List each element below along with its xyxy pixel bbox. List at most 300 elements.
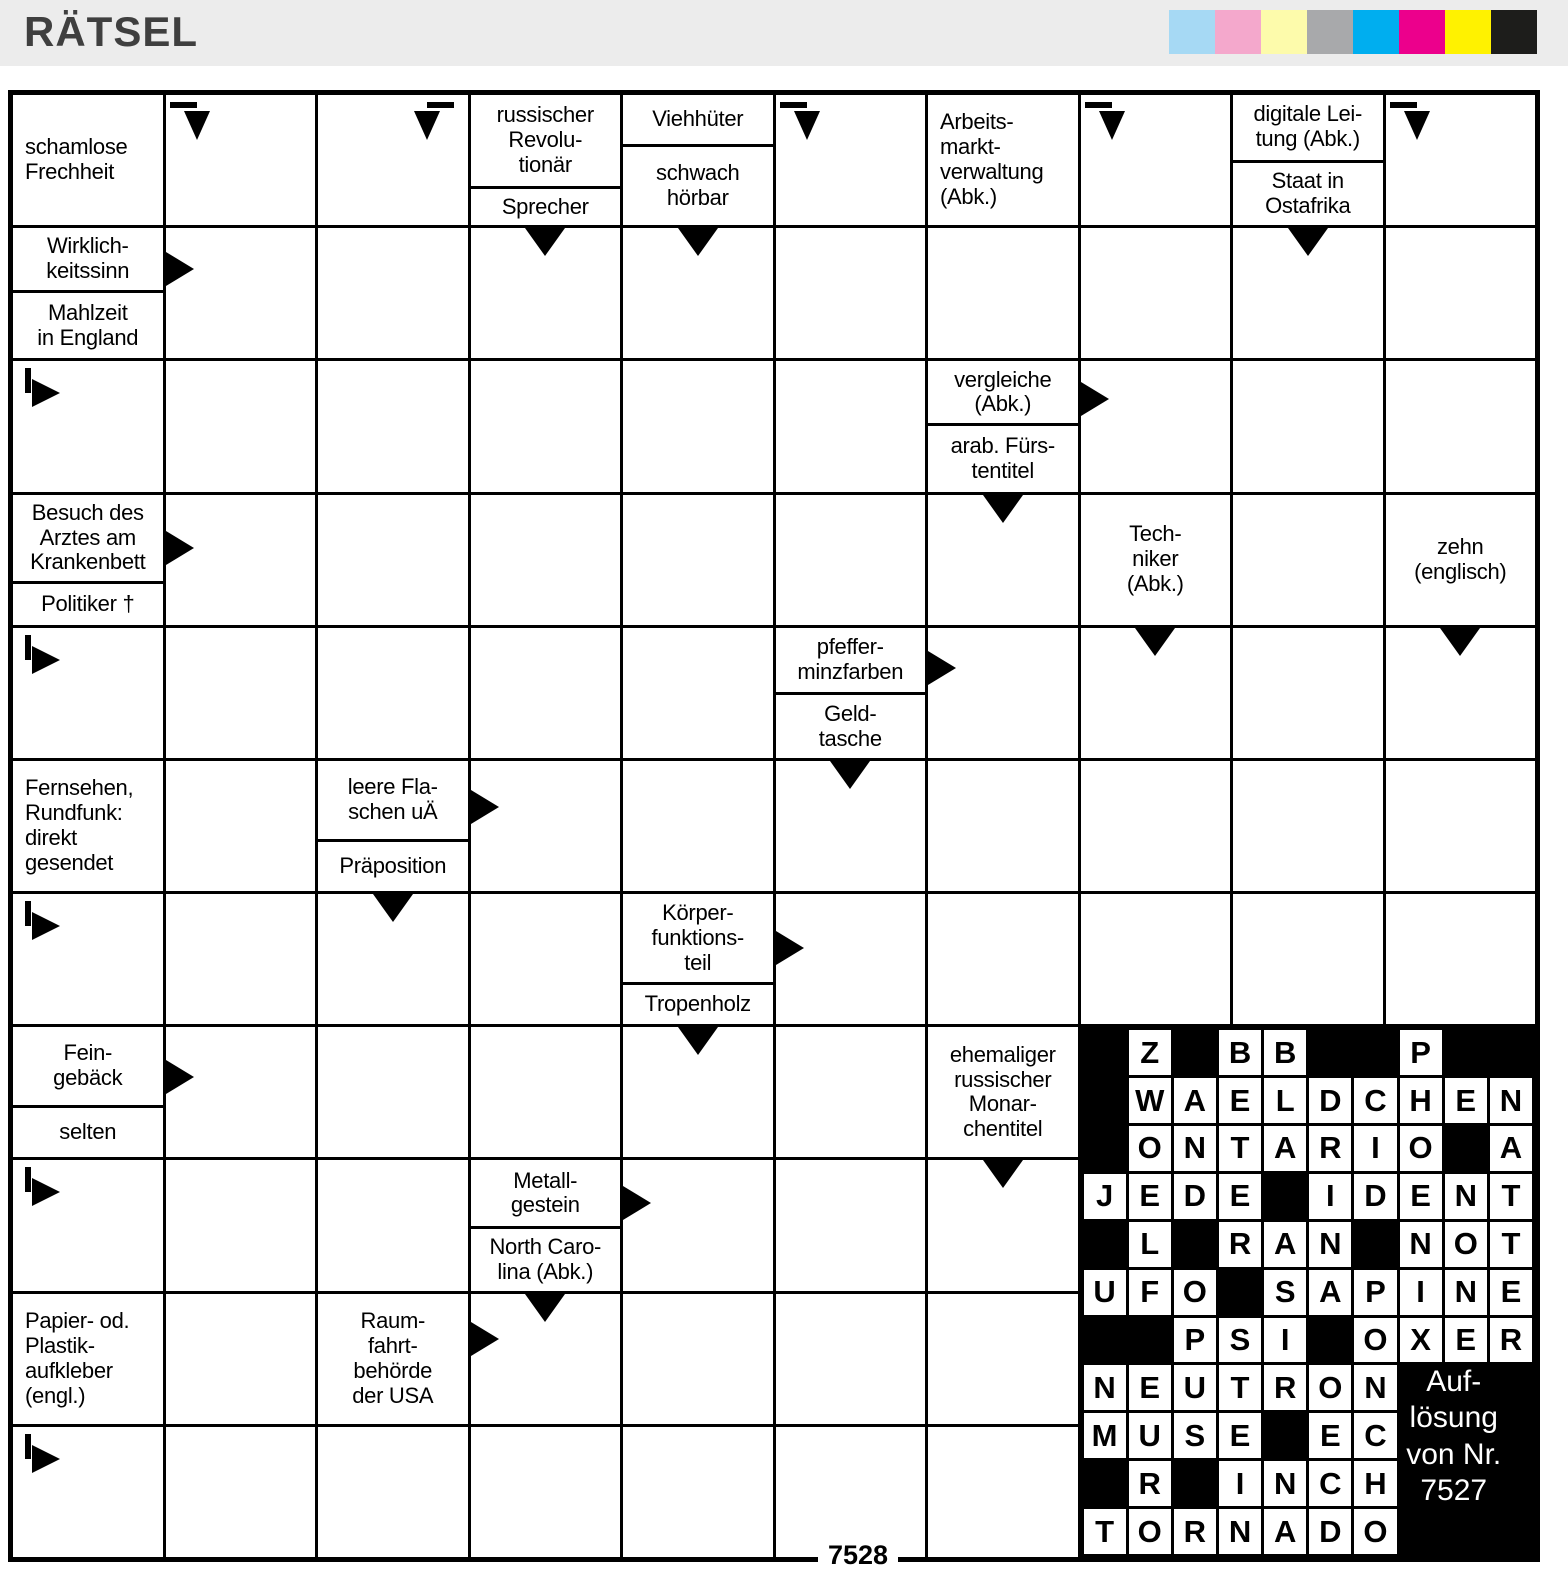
solution-letter-cell: O bbox=[1445, 1222, 1487, 1267]
answer-cell[interactable] bbox=[1386, 761, 1536, 891]
answer-cell[interactable] bbox=[1386, 628, 1536, 758]
clue-text-line: Arztes am bbox=[39, 524, 136, 550]
answer-cell[interactable] bbox=[166, 1027, 316, 1157]
solution-letter-cell: P bbox=[1174, 1318, 1216, 1363]
solution-blank-cell bbox=[1084, 1030, 1126, 1075]
answer-cell[interactable] bbox=[471, 1294, 621, 1424]
clue-top-half bbox=[1233, 95, 1383, 163]
solution-label-line: Auf- bbox=[1426, 1364, 1482, 1398]
solution-letter-cell: E bbox=[1129, 1174, 1171, 1219]
color-swatch bbox=[1215, 10, 1261, 54]
clue-cell bbox=[13, 495, 163, 625]
clue-bottom-half bbox=[928, 426, 1078, 491]
answer-cell[interactable] bbox=[1081, 761, 1231, 891]
answer-cell[interactable] bbox=[928, 228, 1078, 358]
clue-bottom-half bbox=[471, 189, 621, 225]
solution-block bbox=[1081, 1027, 1536, 1557]
solution-blank-cell bbox=[1445, 1126, 1487, 1171]
answer-cell[interactable] bbox=[623, 1294, 773, 1424]
clue-text-line: russischer bbox=[496, 102, 594, 128]
bent-right-arrow-icon bbox=[20, 635, 70, 685]
solution-letter-cell: O bbox=[1354, 1509, 1396, 1554]
solution-letter-cell: E bbox=[1129, 1365, 1171, 1410]
clue-cell bbox=[1386, 495, 1536, 625]
solution-letter-cell: R bbox=[1219, 1222, 1261, 1267]
solution-letter-cell: N bbox=[1174, 1126, 1216, 1171]
down-arrow-icon bbox=[983, 495, 1023, 523]
solution-letter-cell: R bbox=[1309, 1126, 1351, 1171]
clue-text bbox=[1081, 495, 1231, 625]
bent-down-left-arrow-icon bbox=[1390, 98, 1440, 148]
solution-blank-cell bbox=[1490, 1030, 1532, 1075]
answer-cell[interactable] bbox=[471, 761, 621, 891]
solution-letter-cell: A bbox=[1264, 1126, 1306, 1171]
solution-blank-cell bbox=[1174, 1030, 1216, 1075]
answer-cell[interactable] bbox=[13, 1160, 163, 1290]
bent-right-arrow-icon bbox=[20, 1167, 70, 1217]
solution-letter-cell: Z bbox=[1129, 1030, 1171, 1075]
answer-cell[interactable] bbox=[1233, 228, 1383, 358]
clue-text-line: niker bbox=[1132, 546, 1179, 572]
clue-bottom-half bbox=[471, 1229, 621, 1290]
solution-letter-cell: T bbox=[1219, 1365, 1261, 1410]
solution-letter-cell: I bbox=[1309, 1174, 1351, 1219]
solution-letter-cell: O bbox=[1174, 1270, 1216, 1315]
solution-letter-cell: H bbox=[1400, 1078, 1442, 1123]
color-swatch bbox=[1169, 10, 1215, 54]
answer-cell[interactable] bbox=[166, 95, 316, 225]
answer-cell[interactable] bbox=[623, 228, 773, 358]
answer-cell[interactable] bbox=[318, 1160, 468, 1290]
solution-letter-cell: C bbox=[1309, 1461, 1351, 1506]
clue-text-line: schwach bbox=[656, 160, 740, 186]
answer-cell[interactable] bbox=[1386, 361, 1536, 491]
down-arrow-icon bbox=[830, 761, 870, 789]
answer-cell[interactable] bbox=[928, 894, 1078, 1024]
solution-letter-cell: E bbox=[1309, 1413, 1351, 1458]
solution-letter-cell: P bbox=[1400, 1030, 1442, 1075]
answer-cell[interactable] bbox=[166, 361, 316, 491]
clue-cell bbox=[13, 761, 163, 891]
crossword-grid bbox=[13, 95, 1535, 1557]
down-arrow-icon bbox=[373, 894, 413, 922]
answer-cell[interactable] bbox=[1386, 894, 1536, 1024]
right-arrow-icon bbox=[166, 252, 194, 286]
answer-cell[interactable] bbox=[318, 894, 468, 1024]
answer-cell[interactable] bbox=[166, 628, 316, 758]
clue-bottom-half bbox=[623, 147, 773, 225]
down-arrow-icon bbox=[1440, 628, 1480, 656]
solution-letter-cell: E bbox=[1219, 1078, 1261, 1123]
clue-text-line: Rundfunk: bbox=[25, 800, 123, 826]
answer-cell[interactable] bbox=[471, 1027, 621, 1157]
clue-text-line: gestein bbox=[510, 1192, 580, 1218]
clue-top-half bbox=[776, 628, 926, 696]
answer-cell[interactable] bbox=[776, 95, 926, 225]
solution-letter-cell: D bbox=[1309, 1078, 1351, 1123]
right-arrow-icon bbox=[471, 790, 499, 824]
clue-text-line: Mahlzeit bbox=[47, 299, 128, 325]
clue-text-line: Tropenholz bbox=[644, 991, 751, 1017]
solution-blank-cell bbox=[1445, 1509, 1487, 1554]
clue-text-line: verwaltung bbox=[940, 159, 1044, 185]
answer-cell[interactable] bbox=[13, 361, 163, 491]
clue-text bbox=[1386, 495, 1536, 625]
answer-cell[interactable] bbox=[471, 228, 621, 358]
solution-blank-cell bbox=[1445, 1030, 1487, 1075]
answer-cell[interactable] bbox=[928, 761, 1078, 891]
solution-letter-cell: D bbox=[1354, 1174, 1396, 1219]
solution-letter-cell: T bbox=[1219, 1126, 1261, 1171]
solution-letter-cell: X bbox=[1400, 1318, 1442, 1363]
clue-cell bbox=[13, 1294, 163, 1424]
answer-cell[interactable] bbox=[1233, 894, 1383, 1024]
clue-text-line: gesendet bbox=[25, 849, 114, 875]
clue-cell bbox=[318, 1294, 468, 1424]
clue-cell bbox=[471, 1160, 621, 1290]
solution-letter-cell: E bbox=[1219, 1174, 1261, 1219]
solution-blank-cell bbox=[1354, 1030, 1396, 1075]
solution-letter-cell: N bbox=[1084, 1365, 1126, 1410]
down-arrow-icon bbox=[1135, 628, 1175, 656]
answer-cell[interactable] bbox=[776, 761, 926, 891]
solution-label bbox=[1376, 1364, 1531, 1510]
answer-cell[interactable] bbox=[318, 1427, 468, 1557]
solution-letter-cell: N bbox=[1400, 1222, 1442, 1267]
solution-letter-cell: N bbox=[1490, 1078, 1532, 1123]
clue-cell bbox=[471, 95, 621, 225]
answer-cell[interactable] bbox=[776, 1027, 926, 1157]
clue-text-line: Fernsehen, bbox=[25, 775, 134, 801]
clue-text-line: Raum- bbox=[360, 1308, 425, 1333]
answer-cell[interactable] bbox=[928, 1294, 1078, 1424]
answer-cell[interactable] bbox=[776, 495, 926, 625]
clue-text-line: zehn bbox=[1436, 533, 1484, 559]
solution-blank-cell bbox=[1174, 1461, 1216, 1506]
answer-cell[interactable] bbox=[776, 228, 926, 358]
right-arrow-icon bbox=[166, 1060, 194, 1094]
clue-text-line: markt- bbox=[940, 134, 1001, 160]
answer-cell[interactable] bbox=[776, 894, 926, 1024]
clue-text-line: Metall- bbox=[513, 1167, 578, 1193]
solution-blank-cell bbox=[1264, 1413, 1306, 1458]
solution-letter-cell: N bbox=[1264, 1461, 1306, 1506]
solution-blank-cell bbox=[1400, 1509, 1442, 1554]
answer-cell[interactable] bbox=[471, 495, 621, 625]
solution-letter-cell: E bbox=[1445, 1318, 1487, 1363]
solution-letter-cell: P bbox=[1354, 1270, 1396, 1315]
clue-text-line: (Abk.) bbox=[974, 391, 1032, 417]
solution-letter-cell: D bbox=[1309, 1509, 1351, 1554]
clue-text-line: tasche bbox=[818, 725, 882, 751]
answer-cell[interactable] bbox=[776, 361, 926, 491]
solution-letter-cell: E bbox=[1490, 1270, 1532, 1315]
right-arrow-icon bbox=[471, 1322, 499, 1356]
clue-text-line: Ostafrika bbox=[1265, 192, 1351, 218]
answer-cell[interactable] bbox=[1081, 361, 1231, 491]
answer-cell[interactable] bbox=[166, 894, 316, 1024]
clue-cell bbox=[1081, 495, 1231, 625]
solution-blank-cell bbox=[1354, 1222, 1396, 1267]
answer-cell[interactable] bbox=[1081, 95, 1231, 225]
answer-cell[interactable] bbox=[623, 628, 773, 758]
clue-cell bbox=[928, 95, 1078, 225]
solution-letter-cell: A bbox=[1490, 1126, 1532, 1171]
answer-cell[interactable] bbox=[13, 894, 163, 1024]
clue-text-line: schen uÄ bbox=[348, 798, 438, 824]
solution-letter-cell: O bbox=[1129, 1126, 1171, 1171]
clue-cell bbox=[776, 628, 926, 758]
answer-cell[interactable] bbox=[166, 1427, 316, 1557]
solution-letter-cell: R bbox=[1174, 1509, 1216, 1554]
answer-cell[interactable] bbox=[471, 894, 621, 1024]
solution-letter-cell: C bbox=[1354, 1413, 1396, 1458]
answer-cell[interactable] bbox=[166, 1160, 316, 1290]
solution-letter-cell: N bbox=[1219, 1509, 1261, 1554]
clue-text-line: Tech- bbox=[1129, 521, 1182, 547]
clue-text-line: minzfarben bbox=[797, 659, 904, 685]
clue-text-line: Körper- bbox=[662, 899, 734, 925]
solution-letter-cell: I bbox=[1354, 1126, 1396, 1171]
clue-cell bbox=[13, 95, 163, 225]
solution-letter-cell: O bbox=[1129, 1509, 1171, 1554]
solution-letter-cell: T bbox=[1490, 1174, 1532, 1219]
answer-cell[interactable] bbox=[776, 1427, 926, 1557]
answer-cell[interactable] bbox=[1081, 228, 1231, 358]
bent-down-left-arrow-icon bbox=[170, 98, 220, 148]
clue-cell bbox=[13, 1027, 163, 1157]
answer-cell[interactable] bbox=[318, 95, 468, 225]
solution-letter-cell: U bbox=[1174, 1365, 1216, 1410]
solution-blank-cell bbox=[1084, 1318, 1126, 1363]
clue-cell bbox=[13, 228, 163, 358]
solution-letter-cell: A bbox=[1309, 1270, 1351, 1315]
clue-text-line: direkt bbox=[25, 824, 77, 850]
right-arrow-icon bbox=[776, 931, 804, 965]
solution-letter-cell: A bbox=[1174, 1078, 1216, 1123]
bent-right-arrow-icon bbox=[20, 901, 70, 951]
solution-blank-cell bbox=[1490, 1509, 1532, 1554]
color-swatch bbox=[1491, 10, 1537, 54]
answer-cell[interactable] bbox=[928, 628, 1078, 758]
solution-letter-cell: A bbox=[1264, 1222, 1306, 1267]
answer-cell[interactable] bbox=[623, 361, 773, 491]
bent-down-left-arrow-icon bbox=[1085, 98, 1135, 148]
solution-label-line: von Nr. bbox=[1406, 1437, 1502, 1471]
answer-cell[interactable] bbox=[1233, 761, 1383, 891]
clue-top-half bbox=[928, 361, 1078, 426]
answer-cell[interactable] bbox=[1081, 894, 1231, 1024]
clue-cell bbox=[318, 761, 468, 891]
solution-blank-cell bbox=[1084, 1078, 1126, 1123]
answer-cell[interactable] bbox=[623, 495, 773, 625]
clue-text-line: teil bbox=[684, 949, 712, 975]
solution-letter-cell: L bbox=[1129, 1222, 1171, 1267]
clue-text-line: Politiker † bbox=[41, 591, 135, 617]
solution-letter-cell: N bbox=[1445, 1174, 1487, 1219]
clue-text-line: (engl.) bbox=[25, 1382, 86, 1408]
solution-letter-cell: O bbox=[1309, 1365, 1351, 1410]
answer-cell[interactable] bbox=[1386, 228, 1536, 358]
clue-text-line: leere Fla- bbox=[347, 773, 438, 799]
solution-letter-cell: R bbox=[1129, 1461, 1171, 1506]
bent-right-arrow-icon bbox=[20, 368, 70, 418]
clue-text-line: Sprecher bbox=[501, 193, 589, 219]
down-arrow-icon bbox=[983, 1160, 1023, 1188]
answer-cell[interactable] bbox=[776, 1294, 926, 1424]
solution-letter-cell: S bbox=[1174, 1413, 1216, 1458]
solution-blank-cell bbox=[1084, 1126, 1126, 1171]
bent-right-arrow-icon bbox=[20, 1434, 70, 1484]
answer-cell[interactable] bbox=[318, 628, 468, 758]
clue-text-line: Papier- od. bbox=[25, 1308, 130, 1333]
answer-cell[interactable] bbox=[166, 1294, 316, 1424]
bent-down-right-arrow-icon bbox=[404, 98, 454, 148]
clue-text-line: digitale Lei- bbox=[1253, 101, 1363, 127]
right-arrow-icon bbox=[928, 651, 956, 685]
answer-cell[interactable] bbox=[318, 495, 468, 625]
solution-letter-cell: N bbox=[1354, 1365, 1396, 1410]
solution-label-line: lösung bbox=[1409, 1401, 1498, 1435]
answer-cell[interactable] bbox=[1233, 361, 1383, 491]
solution-letter-cell: R bbox=[1490, 1318, 1532, 1363]
answer-cell[interactable] bbox=[166, 495, 316, 625]
solution-blank-cell bbox=[1129, 1318, 1171, 1363]
answer-cell[interactable] bbox=[13, 1427, 163, 1557]
clue-cell bbox=[928, 361, 1078, 491]
clue-text-line: Krankenbett bbox=[30, 549, 146, 575]
answer-cell[interactable] bbox=[623, 1027, 773, 1157]
solution-letter-cell: H bbox=[1354, 1461, 1396, 1506]
color-swatch bbox=[1399, 10, 1445, 54]
clue-text-line: arab. Fürs- bbox=[950, 433, 1055, 459]
clue-text-line: tentitel bbox=[971, 457, 1034, 483]
answer-cell[interactable] bbox=[1386, 95, 1536, 225]
clue-text-line: Geld- bbox=[824, 700, 877, 726]
clue-text-line: Staat in bbox=[1271, 168, 1344, 194]
clue-top-half bbox=[471, 1160, 621, 1229]
solution-letter-cell: T bbox=[1084, 1509, 1126, 1554]
clue-text-line: russischer bbox=[954, 1066, 1052, 1092]
solution-letter-cell: R bbox=[1264, 1365, 1306, 1410]
clue-text-line: Frechheit bbox=[25, 159, 115, 185]
clue-text bbox=[13, 1294, 163, 1424]
clue-top-half bbox=[623, 95, 773, 147]
clue-bottom-half bbox=[13, 293, 163, 358]
solution-letter-cell: S bbox=[1264, 1270, 1306, 1315]
solution-letter-cell: B bbox=[1264, 1030, 1306, 1075]
clue-bottom-half bbox=[776, 695, 926, 758]
down-arrow-icon bbox=[525, 1294, 565, 1322]
clue-text-line: Präposition bbox=[339, 852, 447, 878]
clue-text-line: Wirklich- bbox=[46, 233, 129, 259]
answer-cell[interactable] bbox=[471, 628, 621, 758]
answer-cell[interactable] bbox=[928, 1160, 1078, 1290]
header bbox=[0, 0, 1568, 66]
solution-letter-cell: L bbox=[1264, 1078, 1306, 1123]
solution-letter-cell: N bbox=[1309, 1222, 1351, 1267]
solution-letter-cell: F bbox=[1129, 1270, 1171, 1315]
solution-letter-cell: M bbox=[1084, 1413, 1126, 1458]
clue-text-line: selten bbox=[59, 1119, 117, 1145]
clue-text-line: behörde bbox=[353, 1357, 433, 1383]
solution-letter-cell: N bbox=[1445, 1270, 1487, 1315]
clue-cell bbox=[623, 894, 773, 1024]
answer-cell[interactable] bbox=[776, 1160, 926, 1290]
answer-cell[interactable] bbox=[1233, 628, 1383, 758]
clue-text-line: Besuch des bbox=[31, 499, 144, 525]
color-swatch bbox=[1307, 10, 1353, 54]
clue-text-line: pfeffer- bbox=[816, 634, 884, 660]
answer-cell[interactable] bbox=[1081, 628, 1231, 758]
down-arrow-icon bbox=[678, 228, 718, 256]
clue-top-half bbox=[13, 1027, 163, 1108]
clue-text-line: (englisch) bbox=[1414, 558, 1507, 584]
answer-cell[interactable] bbox=[166, 761, 316, 891]
solution-letter-cell: I bbox=[1264, 1318, 1306, 1363]
bent-down-left-arrow-icon bbox=[780, 98, 830, 148]
clue-top-half bbox=[623, 894, 773, 985]
puzzle-number: 7528 bbox=[818, 1540, 898, 1571]
answer-cell[interactable] bbox=[471, 361, 621, 491]
down-arrow-icon bbox=[678, 1027, 718, 1055]
answer-cell[interactable] bbox=[471, 1427, 621, 1557]
answer-cell[interactable] bbox=[623, 1160, 773, 1290]
solution-letter-cell: E bbox=[1445, 1078, 1487, 1123]
clue-top-half bbox=[318, 761, 468, 842]
right-arrow-icon bbox=[623, 1186, 651, 1220]
answer-cell[interactable] bbox=[623, 761, 773, 891]
solution-blank-cell bbox=[1084, 1222, 1126, 1267]
clue-text-line: der USA bbox=[352, 1382, 434, 1408]
clue-text-line: lina (Abk.) bbox=[497, 1259, 594, 1285]
answer-cell[interactable] bbox=[13, 628, 163, 758]
answer-cell[interactable] bbox=[318, 228, 468, 358]
answer-cell[interactable] bbox=[1233, 495, 1383, 625]
clue-text-line: Monar- bbox=[968, 1091, 1037, 1117]
color-bars bbox=[1169, 10, 1537, 54]
solution-letter-cell: T bbox=[1490, 1222, 1532, 1267]
clue-bottom-half bbox=[623, 985, 773, 1024]
clue-text-line: chentitel bbox=[963, 1116, 1043, 1142]
clue-text-line: in England bbox=[37, 324, 139, 350]
clue-text-line: tung (Abk.) bbox=[1255, 126, 1360, 152]
clue-cell bbox=[1233, 95, 1383, 225]
solution-letter-cell: W bbox=[1129, 1078, 1171, 1123]
answer-cell[interactable] bbox=[928, 1427, 1078, 1557]
clue-text-line: aufkleber bbox=[25, 1357, 113, 1383]
solution-blank-cell bbox=[1084, 1461, 1126, 1506]
solution-letter-cell: A bbox=[1264, 1509, 1306, 1554]
clue-text-line: Arbeits- bbox=[940, 109, 1014, 135]
clue-text bbox=[318, 1294, 468, 1424]
solution-letter-cell: J bbox=[1084, 1174, 1126, 1219]
answer-cell[interactable] bbox=[928, 495, 1078, 625]
down-arrow-icon bbox=[1288, 228, 1328, 256]
solution-blank-cell bbox=[1309, 1030, 1351, 1075]
answer-cell[interactable] bbox=[318, 361, 468, 491]
solution-blank-cell bbox=[1219, 1270, 1261, 1315]
solution-blank-cell bbox=[1264, 1174, 1306, 1219]
down-arrow-icon bbox=[525, 228, 565, 256]
clue-text-line: Fein- bbox=[63, 1040, 113, 1066]
clue-text bbox=[928, 1027, 1078, 1157]
answer-cell[interactable] bbox=[318, 1027, 468, 1157]
answer-cell[interactable] bbox=[623, 1427, 773, 1557]
solution-letter-cell: B bbox=[1219, 1030, 1261, 1075]
answer-cell[interactable] bbox=[166, 228, 316, 358]
solution-letter-cell: O bbox=[1354, 1318, 1396, 1363]
